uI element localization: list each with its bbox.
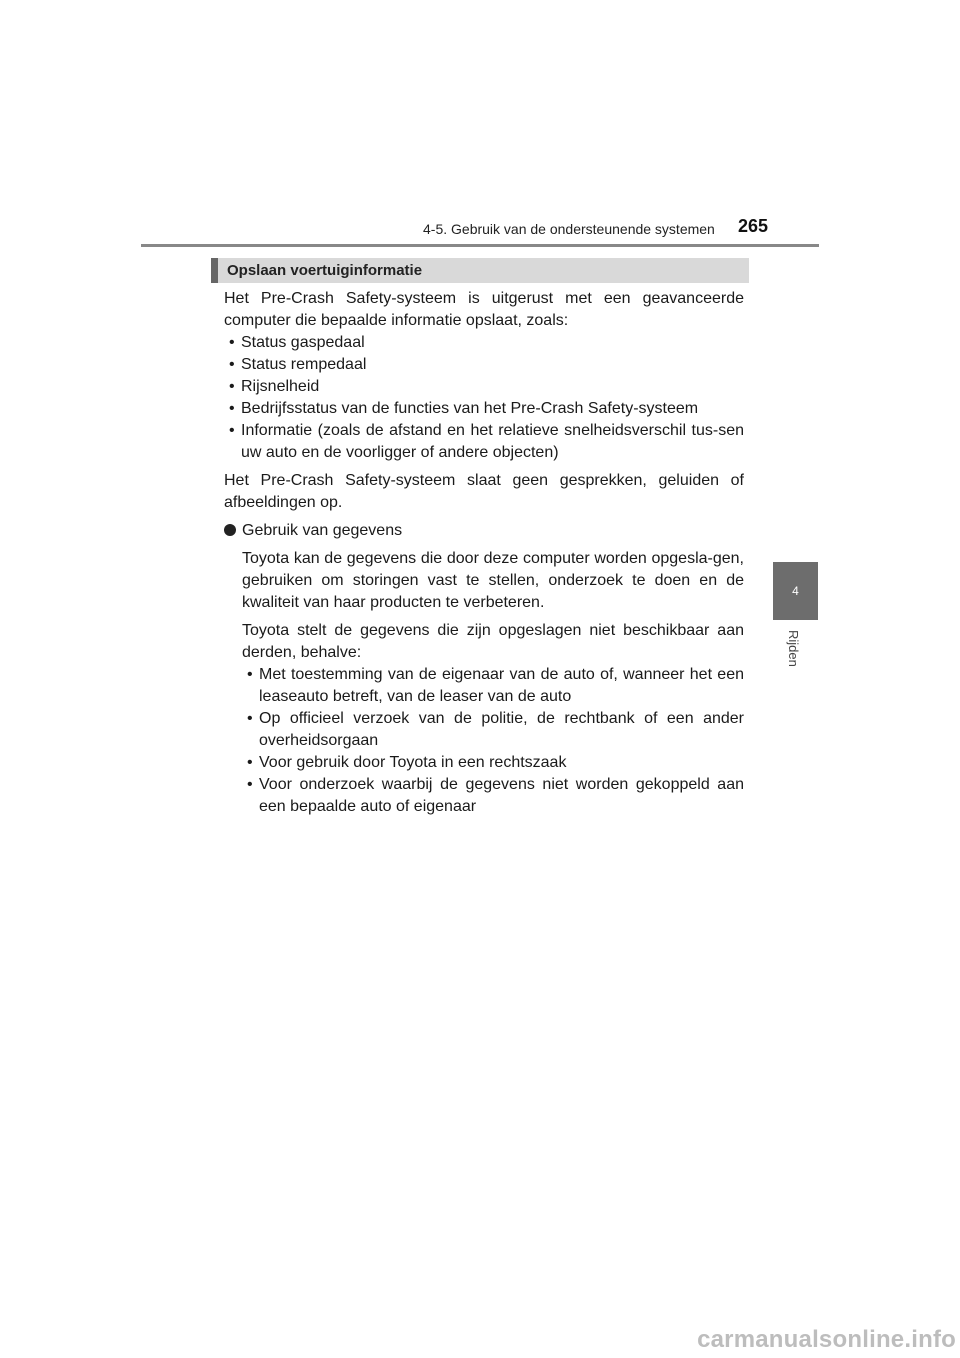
subheading: Gebruik van gegevens [242, 522, 403, 539]
section-heading: Opslaan voertuiginformatie [211, 258, 749, 283]
list-item: • Rijsnelheid [224, 376, 744, 398]
subheading-row [224, 520, 744, 542]
list-item: • Status gaspedaal [224, 332, 744, 354]
watermark: carmanualsonline.info [697, 1326, 956, 1353]
usage-paragraph: Toyota kan de gegevens die door deze computer worden opgesla-gen, gebruiken om storingen vast te stellen, onderzoek te doen en de kwaliteit van haar producten te verbeteren. [242, 550, 744, 611]
no-record-paragraph: Het Pre-Crash Safety-systeem slaat geen gesprekken, geluiden of afbeeldingen op. [224, 472, 744, 511]
filled-circle-icon [224, 524, 236, 536]
header-section-title: 4-5. Gebruik van de ondersteunende systemen [423, 221, 715, 237]
exceptions-list [242, 664, 744, 818]
stored-items-list [224, 332, 744, 464]
intro-paragraph: Het Pre-Crash Safety-systeem is uitgerust met een geavanceerde computer die bepaalde informatie opslaat, zoals: [224, 290, 744, 329]
header-rule [141, 244, 819, 247]
list-item: • Bedrijfsstatus van de functies van het Pre-Crash Safety-systeem [224, 398, 744, 420]
disclosure-paragraph: Toyota stelt de gegevens die zijn opgeslagen niet beschikbaar aan derden, behalve: [242, 622, 744, 661]
list-item: • Voor gebruik door Toyota in een rechtszaak [242, 752, 744, 774]
list-item: • Informatie (zoals de afstand en het relatieve snelheidsverschil tus-sen uw auto en de voorligger of andere objecten) [224, 420, 744, 464]
list-item: • Op officieel verzoek van de politie, de rechtbank of een ander overheidsorgaan [242, 708, 744, 752]
page-number: 265 [738, 216, 769, 236]
list-item: • Voor onderzoek waarbij de gegevens niet worden gekoppeld aan een bepaalde auto of eigenaar [242, 774, 744, 818]
list-item: • Status rempedaal [224, 354, 744, 376]
chapter-label: Rijden [786, 630, 801, 667]
list-item: • Met toestemming van de eigenaar van de auto of, wanneer het een leaseauto betreft, van de leaser van de auto [242, 664, 744, 708]
chapter-tab: 4 [773, 562, 818, 620]
section-body [224, 288, 744, 818]
usage-block [242, 548, 744, 818]
